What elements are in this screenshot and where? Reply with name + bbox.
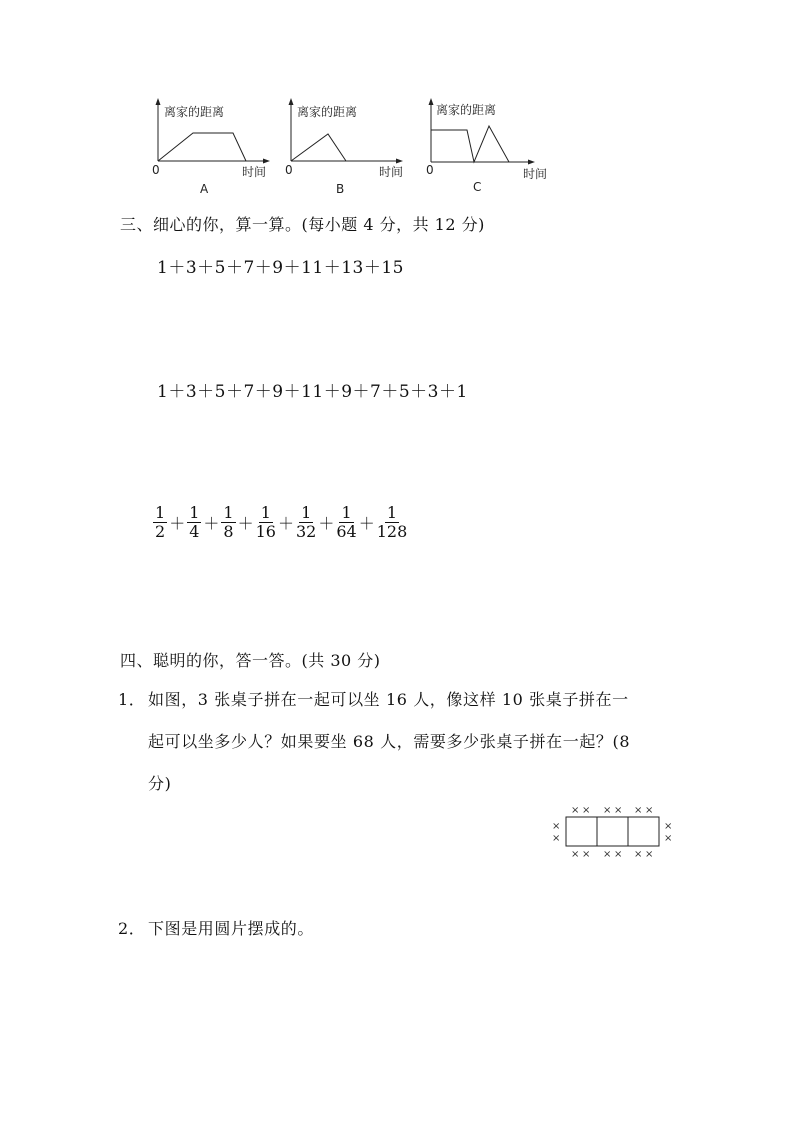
y-axis-arrow-icon [289,98,294,105]
fraction [296,504,316,541]
seat-mark: × [571,805,580,816]
seat-mark: × [614,849,623,860]
graph-caption: B [336,182,345,196]
seat-mark: × [664,833,673,844]
x-axis-arrow-icon [263,159,270,164]
seat-mark: × [582,805,591,816]
fraction [256,504,276,541]
numerator: 1 [260,503,271,522]
question-2-text: 下图是用圆片摆成的。 [148,919,315,938]
numerator: 1 [223,503,234,522]
question-1-number: 1． [118,690,146,709]
denominator: 8 [223,522,234,541]
question-2-number: 2． [118,919,146,938]
section-4-title: 四、聪明的你，答一答。(共 30 分) [120,651,381,670]
distance-line [431,126,509,162]
seat-mark: × [664,821,673,832]
seat-mark: × [603,849,612,860]
numerator: 1 [301,503,312,522]
denominator: 2 [155,522,166,541]
seat-mark: × [634,805,643,816]
numerator: 1 [189,503,200,522]
question-1-line-2: 起可以坐多少人？如果要坐 68 人，需要多少张桌子拼在一起？(8 [148,732,631,751]
denominator: 32 [295,522,317,541]
fraction [221,504,235,541]
plus-sign: ＋ [358,514,375,533]
x-axis-arrow-icon [396,159,403,164]
seat-mark: × [614,805,623,816]
seat-mark: × [645,805,654,816]
seat-mark: × [645,849,654,860]
distance-line [291,134,346,161]
graph-a [148,96,278,196]
graph-b [281,96,411,196]
table-1 [566,817,597,846]
plus-sign: ＋ [318,514,335,533]
expression-2: 1＋3＋5＋7＋9＋11＋9＋7＋5＋3＋1 [157,382,468,402]
origin-label: 0 [426,163,434,177]
seat-mark: × [582,849,591,860]
seat-mark: × [603,805,612,816]
y-axis-arrow-icon [156,98,161,105]
y-label: 离家的距离 [164,105,225,119]
question-1-line-1: 如图，3 张桌子拼在一起可以坐 16 人，像这样 10 张桌子拼在一 [148,690,629,709]
section-3-title: 三、细心的你，算一算。(每小题 4 分，共 12 分) [120,215,485,234]
seat-mark: × [634,849,643,860]
graph-c [421,96,561,196]
denominator: 16 [255,522,276,541]
seat-mark: × [571,849,580,860]
question-1-line-3: 分) [148,774,172,793]
seat-mark: × [552,833,561,844]
plus-sign: ＋ [169,514,186,533]
denominator: 64 [336,522,357,541]
table-3 [628,817,659,846]
origin-label: 0 [152,163,160,177]
y-axis-arrow-icon [429,98,434,105]
origin-label: 0 [285,163,293,177]
plus-sign: ＋ [277,514,294,533]
y-label: 离家的距离 [436,103,497,117]
denominator: 4 [189,522,200,541]
x-axis-arrow-icon [528,160,535,165]
y-label: 离家的距离 [297,105,358,119]
fraction [336,504,356,541]
graph-caption: A [200,182,209,196]
denominator: 128 [376,522,408,541]
x-label: 时间 [523,167,548,181]
seat-mark: × [552,821,561,832]
x-label: 时间 [379,165,404,179]
numerator: 1 [155,503,166,522]
plus-sign: ＋ [237,514,254,533]
x-label: 时间 [242,165,267,179]
tables-diagram [548,800,678,862]
fraction [377,504,408,541]
numerator: 1 [386,503,398,522]
distance-line [158,133,246,161]
fraction-expression [153,504,407,541]
fraction [153,504,167,541]
table-2 [597,817,628,846]
numerator: 1 [341,503,352,522]
plus-sign: ＋ [203,514,220,533]
graph-caption: C [473,180,482,194]
expression-1: 1＋3＋5＋7＋9＋11＋13＋15 [157,258,404,278]
fraction [187,504,201,541]
